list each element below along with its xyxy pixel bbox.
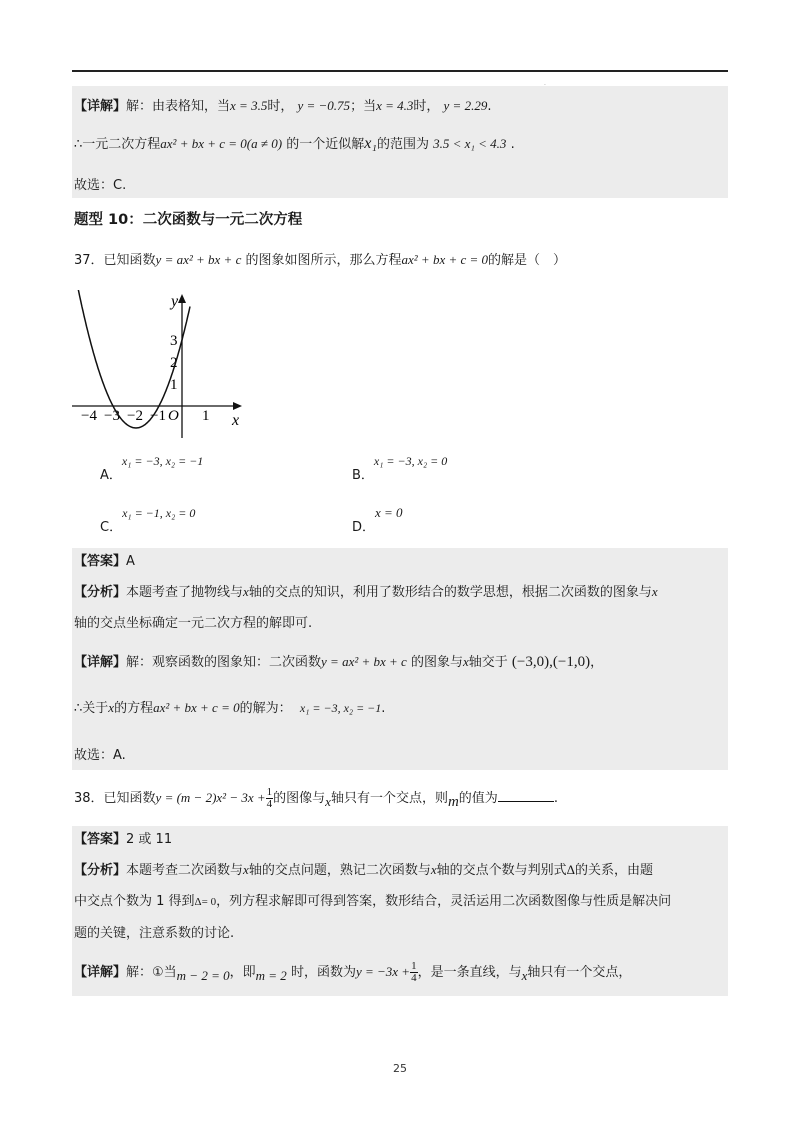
q38-answer: 【答案】2 或 11: [74, 832, 173, 847]
q38-analysis-1: 【分析】本题考查二次函数与x轴的交点问题，熟记二次函数与x轴的交点个数与判别式Δ的关系，由题: [74, 862, 654, 878]
y-axis-arrow: [178, 294, 186, 303]
q37-answer: 【答案】A: [74, 554, 135, 569]
option-b[interactable]: B．x₁ = −3, x₂ = 0: [352, 454, 448, 483]
prev-range-line: ∴一元二次方程ax² + bx + c = 0(a ≠ 0) 的一个近似解x₁的范围为 3.5 < x₁ < 4.3 .: [74, 135, 515, 152]
option-d[interactable]: D．x = 0: [352, 505, 403, 535]
y-tick-label: 2: [170, 355, 178, 371]
detail-tag: 【详解】: [74, 99, 127, 114]
x-tick-label: −3: [104, 408, 120, 424]
q37-analysis-1: 【分析】本题考查了抛物线与x轴的交点的知识，利用了数形结合的数学思想，根据二次函数的图象与x: [74, 584, 658, 600]
x-tick-label: −1: [150, 408, 166, 424]
option-a[interactable]: A．x₁ = −3, x₂ = −1: [100, 454, 204, 483]
answer-blank[interactable]: [498, 789, 554, 802]
x-tick-label: −2: [127, 408, 143, 424]
header-mark: .: [544, 80, 546, 87]
y-axis-label: y: [171, 293, 179, 310]
q38-stem: 38．已知函数y = (m − 2)x² − 3x + $\frac{1}{4}$ 的图像与x轴只有一个交点，则m的值为 .: [74, 786, 558, 810]
x-tick-label: 1: [202, 408, 210, 424]
x-axis-label: x: [232, 412, 240, 429]
q37-choice: 故选：A.: [74, 748, 126, 763]
prev-choice: 故选：C.: [74, 178, 127, 193]
q38-analysis-2: 中交点个数为 1 得到Δ= 0，列方程求解即可得到答案，数形结合，灵活运用二次函数图像与性质是解决问: [74, 894, 672, 909]
page-number: 25: [393, 1062, 407, 1075]
prev-detail-line: 【详解】解：由表格知，当x = 3.5时， y = −0.75；当x = 4.3时， y = 2.29.: [74, 98, 492, 114]
q38-analysis-3: 题的关键，注意系数的讨论.: [74, 926, 235, 941]
q37-graph: [70, 290, 250, 440]
origin-label: O: [168, 408, 179, 424]
q38-detail-1: 【详解】解：①当m − 2 = 0，即m = 2 时，函数为y = −3x + $\frac{1}{4}$ ，是一条直线，与x轴只有一个交点，: [74, 960, 632, 984]
y-tick-label: 1: [170, 377, 178, 393]
q37-detail-2: ∴关于x的方程ax² + bx + c = 0的解为： x₁ = −3, x₂ = −1.: [74, 700, 386, 716]
section-heading: 题型 10：二次函数与一元二次方程: [74, 212, 303, 228]
fraction: $\frac{1}{4}$: [266, 786, 273, 810]
fraction: $\frac{1}{4}$: [411, 960, 417, 984]
q37-analysis-2: 轴的交点坐标确定一元二次方程的解即可.: [74, 616, 313, 631]
x-tick-label: −4: [81, 408, 97, 424]
y-tick-label: 3: [170, 333, 178, 349]
x-axis-arrow: [233, 402, 242, 410]
q37-stem: 37．已知函数y = ax² + bx + c 的图象如图所示，那么方程ax² + bx + c = 0的解是（ ）: [74, 252, 567, 268]
q37-detail-1: 【详解】解：观察函数的图象知：二次函数y = ax² + bx + c 的图象与x轴交于 (−3,0),(−1,0)，: [74, 654, 604, 670]
option-c[interactable]: C．x₁ = −1, x₂ = 0: [100, 506, 196, 535]
header-rule: [72, 70, 728, 72]
